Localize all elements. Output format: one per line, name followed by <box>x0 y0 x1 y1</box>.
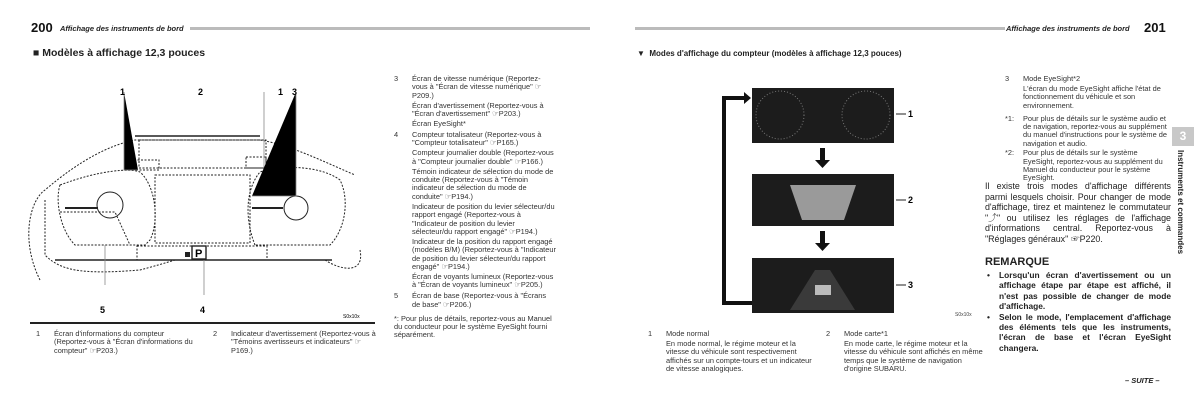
remarque-list <box>985 270 1171 353</box>
item-text: Écran d'informations du compteur (Reportez-vous à "Écran d'informations du compteur" ☞P203.) <box>54 329 193 355</box>
item-text: Compteur journalier double (Reportez-vous à "Compteur journalier double" ☞P166.) <box>412 148 554 166</box>
mode-text: En mode normal, le régime moteur et la vitesse du véhicule sont respectivement affichés sur un compte-tours et un indicateur de vitesse analogiques. <box>666 338 812 374</box>
callout-1b: 1 <box>278 87 284 97</box>
item-number: 3 <box>1005 74 1010 83</box>
callout-2: 2 <box>198 87 204 97</box>
footnote-mark: *2: <box>1005 148 1015 158</box>
remarque-item: • Selon le mode, l'emplacement d'affichage des éléments tels que les instruments, l'écran de base et l'écran EyeSight changera. <box>987 311 1171 353</box>
item-number: 2 <box>213 329 218 338</box>
item-text: Écran de base (Reportez-vous à "Écrans de base" ☞P206.) <box>412 291 547 309</box>
item-text: Écran EyeSight* <box>412 119 466 129</box>
continued-label: – SUITE – <box>1125 376 1160 385</box>
triangle-down-icon: ▼ <box>637 49 650 58</box>
mode-item <box>1005 75 1170 112</box>
remarque-item: • Lorsqu'un écran d'avertissement ou un affichage étape par étape est affiché, il n'est pas possible de changer de mode d'affichage. <box>987 270 1171 312</box>
section-title-right <box>637 49 902 58</box>
item-number: 1 <box>648 329 653 338</box>
gear-indicator-p: P <box>195 248 203 260</box>
item-number: 3 <box>394 74 399 83</box>
mode-text: L'écran du mode EyeSight affiche l'état de fonctionnement du véhicule et son environnement. <box>1023 83 1161 110</box>
list-item <box>394 75 556 130</box>
footnote <box>1005 149 1170 183</box>
footnote-mark: *1: <box>1005 113 1015 123</box>
image-code-right: S0x10x <box>955 312 972 318</box>
mode-item <box>648 330 816 375</box>
item-number: 5 <box>394 291 399 301</box>
figure-rule <box>30 322 375 324</box>
page-number-right: 201 <box>1144 20 1166 35</box>
mode-title: Mode EyeSight*2 <box>1023 74 1081 83</box>
body-paragraph: Il existe trois modes d'affichage différents parmi lesquels choisir. Pour changer de mode d'affichage, tirez et maintenez le commutateur "⤴" ou utilisez les réglages de l'affichage d'informations central. Reportez-vous à "Réglages généraux" ☞P220. <box>985 181 1171 244</box>
callout-3: 3 <box>292 87 298 97</box>
item-text: Écran de vitesse numérique (Reportez-vous à "Écran de vitesse numérique" ☞P209.) <box>412 74 542 100</box>
list-item <box>394 131 556 291</box>
callout-1: 1 <box>908 109 914 119</box>
item-text: Écran d'avertissement (Reportez-vous à "Écran d'avertissement" ☞P203.) <box>412 100 544 119</box>
footnote <box>1005 115 1170 149</box>
running-header-right: Affichage des instruments de bord <box>1006 24 1130 33</box>
item-text: Indicateur d'avertissement (Reportez-vous à "Témoins avertisseurs et indicateurs" ☞P169.) <box>231 329 376 355</box>
item-text: Indicateur de la position du rapport engagé (modèles B/M) (Reportez-vous à "Indicateur de position du levier sélecteur/du rapport engagé" ☞P194.) <box>412 236 556 272</box>
item-text: Témoin indicateur de sélection du mode de conduite (Reportez-vous à "Témoin indicateur de sélection du mode de conduite" ☞P194.) <box>412 166 554 201</box>
remarque-text: Lorsqu'un écran d'avertissement ou un affichage étape par étape est affiché, il n'est pas possible de changer de mode d'affichage. <box>999 270 1171 312</box>
callout-1: 1 <box>120 87 126 97</box>
item-number: 4 <box>394 129 399 139</box>
legend-list <box>394 75 556 340</box>
mode-title: Mode carte*1 <box>844 329 888 338</box>
item-text: Indicateur de position du levier sélecteur/du rapport engagé (Reportez-vous à "Indicateur de position du levier sélecteur/du rapport engagé" ☞P194.) <box>412 201 555 236</box>
footnote-text: Pour plus de détails sur le système audio et de navigation, reportez-vous au supplément du manuel d'instructions pour le système de navigation et audio. <box>1023 113 1167 148</box>
display-modes-diagram <box>720 85 925 325</box>
section-title-text: Modèles à affichage 12,3 pouces <box>42 47 206 59</box>
item-number: 1 <box>36 329 41 338</box>
list-item <box>36 330 201 355</box>
running-header-left: Affichage des instruments de bord <box>60 24 184 33</box>
section-title-text: Modes d'affichage du compteur (modèles à affichage 12,3 pouces) <box>649 49 902 58</box>
mode-item <box>826 330 988 375</box>
callout-5: 5 <box>100 305 106 315</box>
list-item <box>394 292 556 310</box>
instrument-cluster-diagram <box>20 80 370 325</box>
section-title-left <box>33 47 205 59</box>
chapter-tab-label: Instruments et commandes <box>1176 150 1185 255</box>
remarque-title: REMARQUE <box>985 256 1050 268</box>
item-text: Compteur totalisateur (Reportez-vous à "Compteur totalisateur" ☞P165.) <box>412 129 542 148</box>
square-bullet-icon: ■ <box>33 47 43 59</box>
image-code: S0x10x <box>343 314 360 320</box>
callout-3: 3 <box>908 280 914 290</box>
item-number: 2 <box>826 329 831 338</box>
item-text: Écran de voyants lumineux (Reportez-vous à "Écran de voyants lumineux" ☞P205.) <box>412 271 554 290</box>
page-number-left: 200 <box>31 20 53 35</box>
footnote: *: Pour plus de détails, reportez-vous au Manuel du conducteur pour le système EyeSight fourni séparément. <box>394 313 552 340</box>
remarque-text: Selon le mode, l'emplacement d'affichage des éléments tels que les instruments, l'écran de base et l'écran EyeSight changera. <box>999 311 1171 353</box>
header-bar <box>190 27 590 30</box>
list-item <box>213 330 378 355</box>
mode-text: En mode carte, le régime moteur et la vitesse du véhicule sont affichés en même temps que le système de navigation d'origine SUBARU. <box>844 338 983 374</box>
header-bar-right <box>635 27 1005 30</box>
callout-2: 2 <box>908 195 914 205</box>
right-column <box>1005 75 1170 184</box>
callout-4: 4 <box>200 305 206 315</box>
chapter-tab: 3 <box>1172 127 1194 146</box>
footnote-text: Pour plus de détails sur le système EyeSight, reportez-vous au supplément du Manuel du conducteur pour le système EyeSight. <box>1023 148 1163 183</box>
mode-title: Mode normal <box>666 329 710 338</box>
